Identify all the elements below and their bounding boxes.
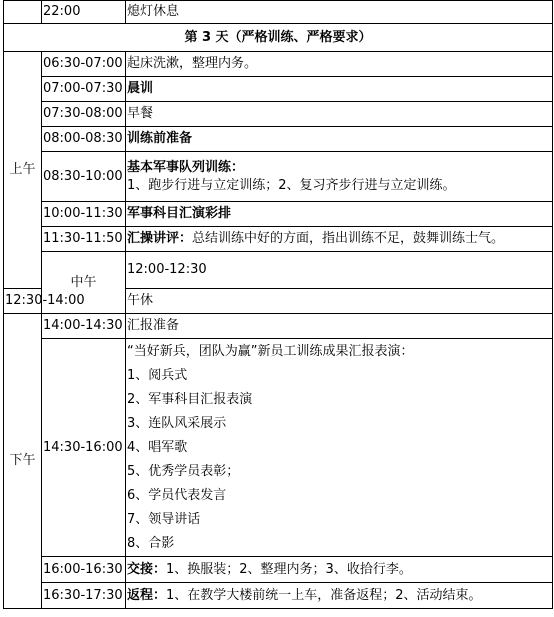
time-cell: 07:00-07:30 (42, 77, 126, 102)
time-cell: 12:00-12:30 (126, 252, 553, 289)
show-intro: “当好新兵，团队为赢”新员工训练成果汇报表演： (127, 343, 414, 359)
content-cell: 军事科目汇演彩排 (126, 202, 553, 227)
content-cell (126, 583, 553, 609)
table-row (4, 77, 553, 102)
content-cell: 起床洗漱，整理内务。 (126, 52, 553, 77)
table-row (4, 127, 553, 152)
time-cell: 14:30-16:00 (42, 339, 126, 557)
content-cell: 熄灯休息 (126, 1, 553, 24)
schedule-table (3, 0, 553, 609)
time-cell: 14:00-14:30 (42, 314, 126, 339)
content-cell: 晨训 (126, 77, 553, 102)
table-row (4, 52, 553, 77)
content-cell (126, 339, 553, 557)
time-cell: 08:00-08:30 (42, 127, 126, 152)
list-item: 1、阅兵式 (127, 367, 188, 383)
time-cell: 10:00-11:30 (42, 202, 126, 227)
time-cell: 06:30-07:00 (42, 52, 126, 77)
time-cell: 22:00 (42, 1, 126, 24)
list-item: 5、优秀学员表彰； (127, 463, 240, 479)
content-cell: 汇报准备 (126, 314, 553, 339)
content-cell (126, 557, 553, 583)
list-item: 8、合影 (127, 535, 175, 551)
period-cell (4, 1, 42, 24)
period-afternoon: 下午 (4, 314, 42, 609)
table-row (4, 227, 553, 252)
content-title: 交接： (127, 561, 167, 577)
list-item: 7、领导讲话 (127, 511, 201, 527)
table-row (4, 314, 553, 339)
table-row (4, 583, 553, 609)
content-cell: 午休 (126, 289, 553, 314)
content-text: 1、换服装；2、整理内务；3、收拾行李。 (166, 561, 412, 577)
content-text: 总结训练中好的方面，指出训练不足，鼓舞训练士气。 (192, 231, 505, 246)
content-title: 返程： (127, 587, 167, 603)
content-text: 1、在教学大楼前统一上车，准备返程；2、活动结束。 (166, 587, 482, 603)
content-cell (126, 227, 553, 252)
content-cell (126, 152, 553, 202)
list-item: 6、学员代表发言 (127, 487, 227, 503)
table-row (4, 252, 553, 289)
table-row (4, 202, 553, 227)
time-cell: 08:30-10:00 (42, 152, 126, 202)
table-row (4, 557, 553, 583)
period-morning: 上午 (4, 52, 42, 289)
day-header: 第 3 天（严格训练、严格要求） (4, 24, 553, 52)
content-title: 汇操讲评： (127, 231, 193, 246)
list-item: 2、军事科目汇报表演 (127, 391, 253, 407)
time-cell: 12:30-14:00 (4, 289, 42, 314)
content-cell: 训练前准备 (126, 127, 553, 152)
table-row (4, 1, 553, 24)
content-text: 1、跑步行进与立定训练；2、复习齐步行进与立定训练。 (127, 177, 456, 193)
content-cell: 早餐 (126, 102, 553, 127)
time-cell: 07:30-08:00 (42, 102, 126, 127)
list-item: 4、唱军歌 (127, 439, 188, 455)
list-item: 3、连队风采展示 (127, 415, 227, 431)
day-header-row (4, 24, 553, 52)
table-row (4, 339, 553, 557)
table-row (4, 102, 553, 127)
time-cell: 16:30-17:30 (42, 583, 126, 609)
time-cell: 16:00-16:30 (42, 557, 126, 583)
time-cell: 11:30-11:50 (42, 227, 126, 252)
content-title: 基本军事队列训练： (127, 159, 245, 175)
period-noon: 中午 (42, 252, 126, 314)
table-row (4, 152, 553, 202)
